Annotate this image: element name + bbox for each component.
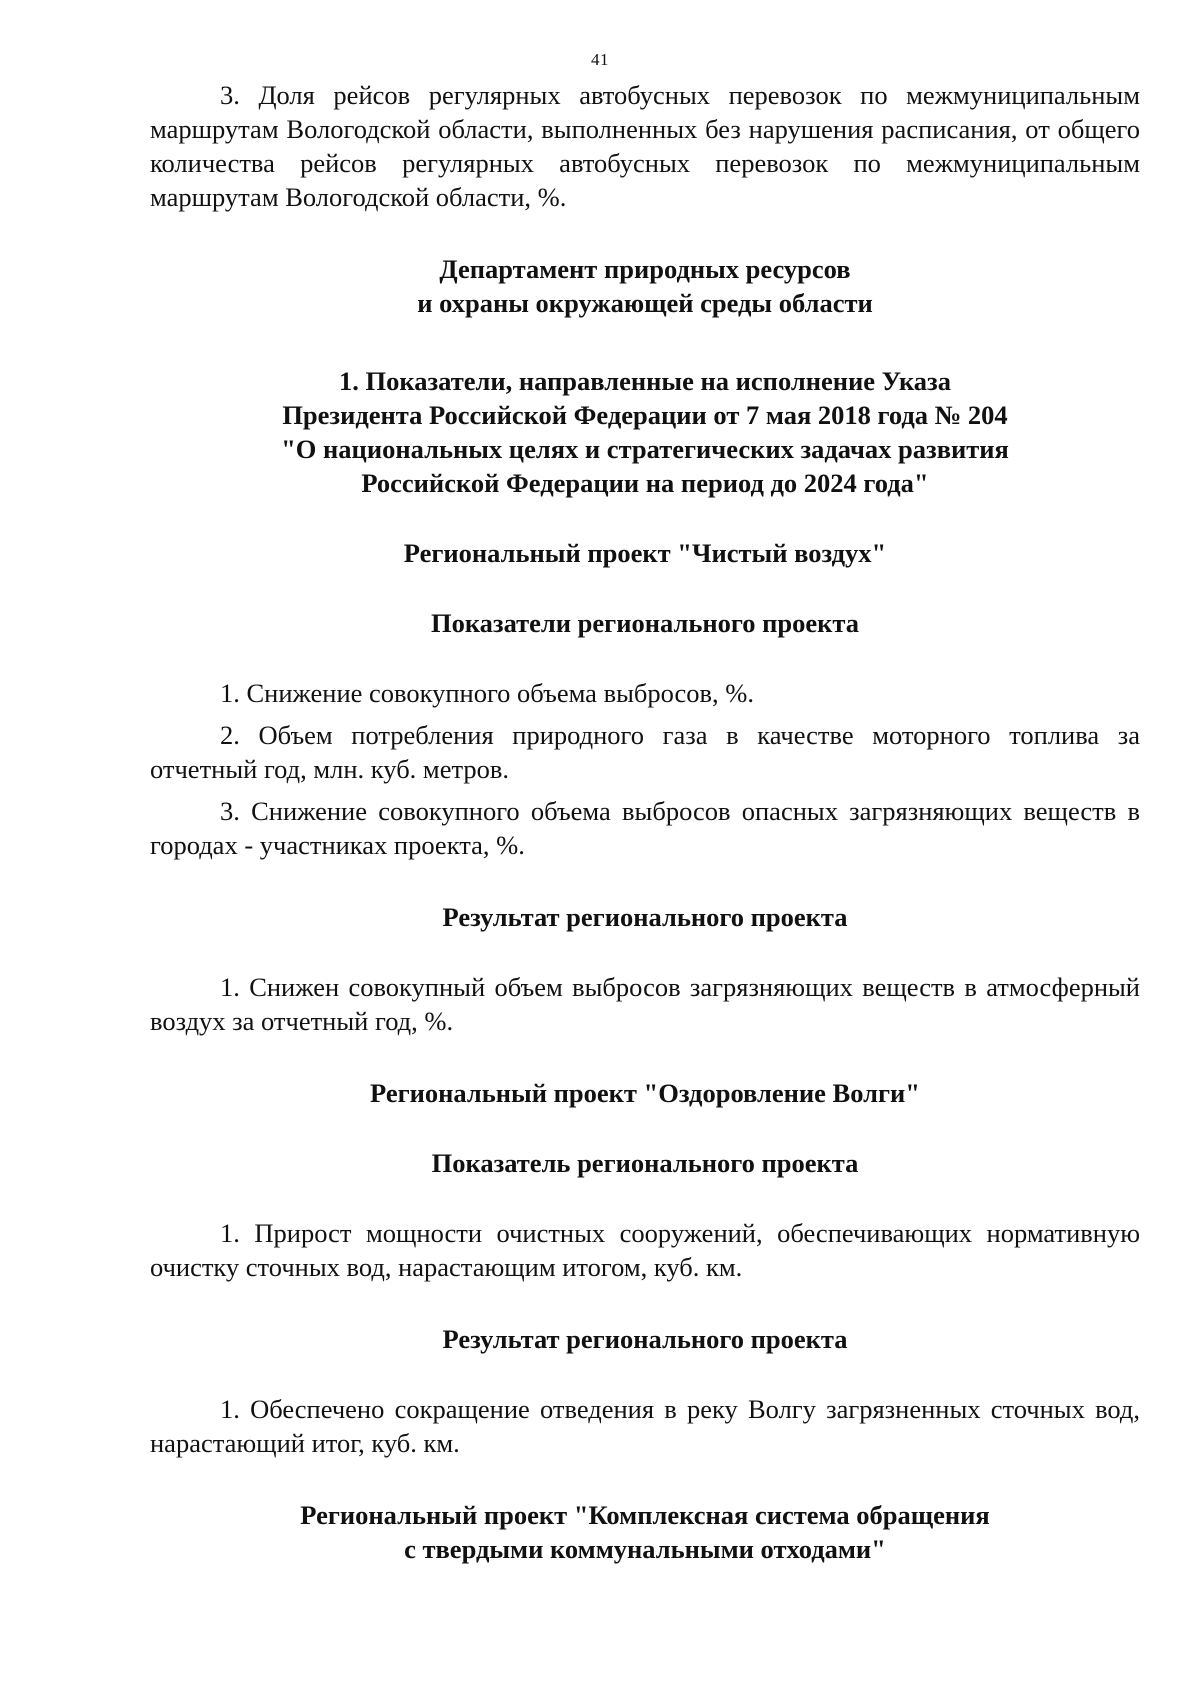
project-volga-result-1: 1. Обеспечено сокращение отведения в реку Волгу загрязненных сточных вод, нарастающий итог, куб. км.: [150, 1394, 1140, 1458]
project-clean-air-indicators-title: Показатели регионального проекта: [430, 608, 860, 638]
department-title-line-1: Департамент природных ресурсов: [439, 254, 851, 284]
project-volga-result-title: Результат регионального проекта: [442, 1324, 848, 1354]
project-clean-air-indicator-3: 3. Снижение совокупного объема выбросов опасных загрязняющих веществ в городах - участниках проекта, %.: [150, 796, 1140, 860]
intro-paragraph: 3. Доля рейсов регулярных автобусных перевозок по межмуниципальным маршрутам Вологодской области, выполненных без нарушения расписания, от общего количества рейсов регулярных автобусных перевозок по межмуниципальным маршрутам Вологодской области, %.: [150, 80, 1140, 212]
indicators-heading: [150, 364, 1140, 500]
project-clean-air-result-title: Результат регионального проекта: [442, 902, 848, 932]
department-title-line-2: и охраны окружающей среды области: [417, 288, 873, 318]
project-volga: [150, 1076, 1140, 1460]
project-waste: [150, 1498, 1140, 1566]
project-clean-air-indicator-1: 1. Снижение совокупного объема выбросов, %.: [220, 678, 754, 708]
indicators-heading-line-4: Российской Федерации на период до 2024 года": [361, 468, 929, 498]
project-clean-air-title: Региональный проект "Чистый воздух": [403, 538, 887, 568]
project-volga-indicator-1: 1. Прирост мощности очистных сооружений, обеспечивающих нормативную очистку сточных вод, нарастающим итогом, куб. км.: [150, 1218, 1140, 1282]
project-volga-title: Региональный проект "Оздоровление Волги": [369, 1078, 921, 1108]
indicators-heading-line-3: "О национальных целях и стратегических задачах развития: [281, 434, 1009, 464]
page-number: 41: [591, 50, 609, 69]
indicators-heading-line-2: Президента Российской Федерации от 7 мая 2018 года № 204: [282, 400, 1008, 430]
indicators-heading-line-1: 1. Показатели, направленные на исполнение Указа: [339, 366, 951, 396]
department-title: [150, 252, 1140, 320]
project-clean-air-result-1: 1. Снижен совокупный объем выбросов загрязняющих веществ в атмосферный воздух за отчетный год, %.: [150, 972, 1140, 1036]
project-waste-title-line-1: Региональный проект "Комплексная система обращения: [300, 1500, 990, 1530]
document-body: [150, 78, 1140, 1566]
project-volga-indicators-title: Показатель регионального проекта: [431, 1148, 859, 1178]
project-waste-title-line-2: с твердыми коммунальными отходами": [404, 1534, 886, 1564]
project-clean-air-indicator-2: 2. Объем потребления природного газа в качестве моторного топлива за отчетный год, млн. куб. метров.: [150, 720, 1140, 784]
project-clean-air: [150, 536, 1140, 1038]
project-waste-title: [150, 1498, 1140, 1566]
